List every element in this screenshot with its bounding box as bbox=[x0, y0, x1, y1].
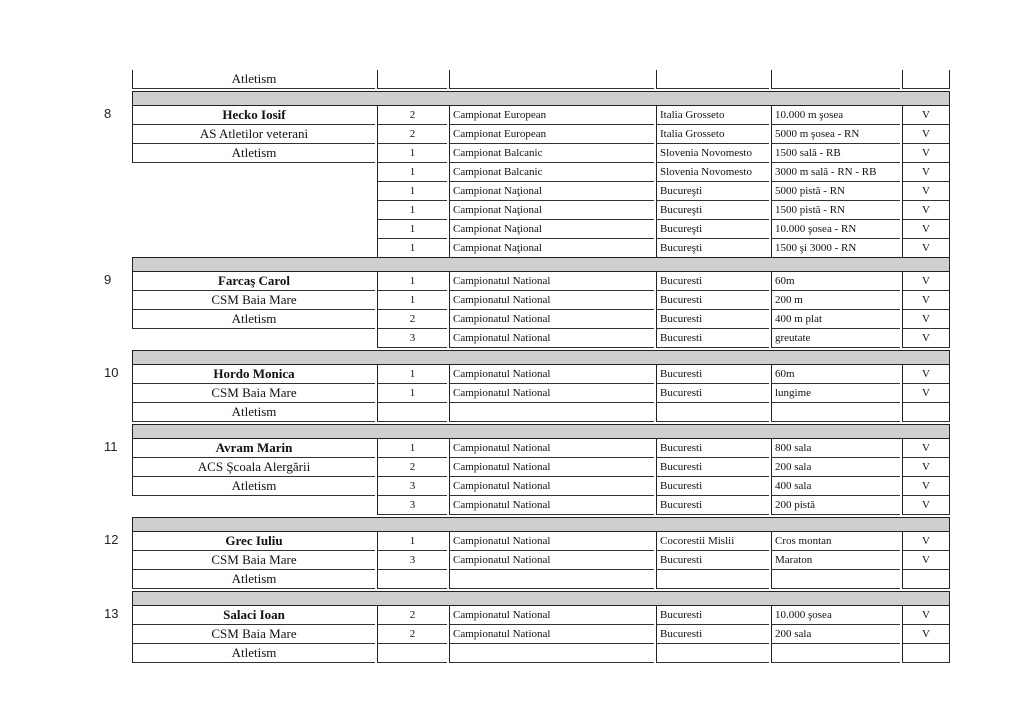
separator-band bbox=[132, 350, 950, 365]
event-cell: Maraton bbox=[771, 551, 900, 570]
table-row bbox=[0, 496, 1024, 515]
top-continuation-row bbox=[0, 70, 1024, 89]
place-cell: 3 bbox=[377, 551, 447, 570]
entry-number: 13 bbox=[104, 606, 119, 621]
athlete-cell-empty bbox=[132, 496, 375, 515]
location-cell: Bucureşti bbox=[656, 239, 769, 258]
place-cell: 1 bbox=[377, 532, 447, 551]
results-table bbox=[0, 439, 1024, 515]
athlete-sport: Atletism bbox=[132, 644, 375, 663]
table-row bbox=[0, 458, 1024, 477]
event-cell: lungime bbox=[771, 384, 900, 403]
mark-cell bbox=[902, 570, 950, 589]
mark-cell: V bbox=[902, 310, 950, 329]
mark-cell: V bbox=[902, 329, 950, 348]
athlete-club: CSM Baia Mare bbox=[132, 384, 375, 403]
mark-cell: V bbox=[902, 272, 950, 291]
table-row bbox=[0, 439, 1024, 458]
athlete-sport: Atletism bbox=[132, 477, 375, 496]
event-cell bbox=[771, 570, 900, 589]
mark-cell: V bbox=[902, 201, 950, 220]
competition-cell: Campionatul National bbox=[449, 329, 654, 348]
location-cell: Bucuresti bbox=[656, 477, 769, 496]
place-cell: 2 bbox=[377, 125, 447, 144]
location-cell: Bucuresti bbox=[656, 625, 769, 644]
athlete-cell-empty bbox=[132, 163, 375, 182]
table-row bbox=[0, 551, 1024, 570]
competition-cell: Campionatul National bbox=[449, 310, 654, 329]
location-cell: Italia Grosseto bbox=[656, 106, 769, 125]
athlete-cell-empty bbox=[132, 329, 375, 348]
mark-cell: V bbox=[902, 163, 950, 182]
place-cell: 2 bbox=[377, 606, 447, 625]
location-cell: Bucuresti bbox=[656, 310, 769, 329]
competition-cell: Campionat European bbox=[449, 125, 654, 144]
athlete-sport: Atletism bbox=[132, 144, 375, 163]
mark-cell: V bbox=[902, 458, 950, 477]
event-cell bbox=[771, 644, 900, 663]
table-row bbox=[0, 365, 1024, 384]
athlete-name: Avram Marin bbox=[132, 439, 375, 458]
event-cell: 800 sala bbox=[771, 439, 900, 458]
competition-cell: Campionat Balcanic bbox=[449, 163, 654, 182]
mark-cell: V bbox=[902, 106, 950, 125]
athlete-cell-empty bbox=[132, 182, 375, 201]
mark-cell: V bbox=[902, 182, 950, 201]
event-cell: 3000 m sală - RN - RB bbox=[771, 163, 900, 182]
place-cell: 2 bbox=[377, 458, 447, 477]
event-cell: 400 sala bbox=[771, 477, 900, 496]
entry-number: 8 bbox=[104, 106, 112, 121]
mark-cell: V bbox=[902, 477, 950, 496]
place-cell: 1 bbox=[377, 201, 447, 220]
event-cell: 5000 pistă - RN bbox=[771, 182, 900, 201]
separator-band bbox=[132, 424, 950, 439]
separator-band bbox=[132, 517, 950, 532]
competition-cell: Campionatul National bbox=[449, 384, 654, 403]
event-cell: 10.000 m şosea bbox=[771, 106, 900, 125]
event-cell: 200 pistă bbox=[771, 496, 900, 515]
place-cell: 1 bbox=[377, 182, 447, 201]
mark-cell: V bbox=[902, 384, 950, 403]
location-cell: Bucuresti bbox=[656, 439, 769, 458]
location-cell: Cocorestii Mislii bbox=[656, 532, 769, 551]
location-cell: Bucureşti bbox=[656, 220, 769, 239]
competition-cell: Campionatul National bbox=[449, 496, 654, 515]
mark-cell: V bbox=[902, 496, 950, 515]
athlete-sport: Atletism bbox=[132, 403, 375, 422]
athlete-club: CSM Baia Mare bbox=[132, 291, 375, 310]
competition-cell: Campionatul National bbox=[449, 532, 654, 551]
event-cell: 60m bbox=[771, 365, 900, 384]
location-cell: Bucuresti bbox=[656, 329, 769, 348]
competition-cell: Campionatul National bbox=[449, 291, 654, 310]
location-cell: Bucuresti bbox=[656, 496, 769, 515]
results-table bbox=[0, 272, 1024, 348]
event-cell: 1500 sală - RB bbox=[771, 144, 900, 163]
athlete-club: ACS Şcoala Alergării bbox=[132, 458, 375, 477]
table-row bbox=[0, 384, 1024, 403]
mark-cell: V bbox=[902, 220, 950, 239]
competition-cell: Campionat Naţional bbox=[449, 182, 654, 201]
event-cell: 60m bbox=[771, 272, 900, 291]
table-row bbox=[0, 272, 1024, 291]
location-cell: Bucuresti bbox=[656, 551, 769, 570]
place-cell: 1 bbox=[377, 272, 447, 291]
mark-cell: V bbox=[902, 239, 950, 258]
place-cell: 3 bbox=[377, 477, 447, 496]
event-cell: 200 sala bbox=[771, 458, 900, 477]
competition-cell: Campionat Naţional bbox=[449, 220, 654, 239]
top-athlete-sport: Atletism bbox=[132, 70, 375, 89]
entry-number: 12 bbox=[104, 532, 119, 547]
event-cell: 5000 m şosea - RN bbox=[771, 125, 900, 144]
place-cell bbox=[377, 570, 447, 589]
place-cell bbox=[377, 644, 447, 663]
table-row bbox=[0, 329, 1024, 348]
table-row bbox=[0, 201, 1024, 220]
location-cell: Bucureşti bbox=[656, 182, 769, 201]
results-table bbox=[0, 532, 1024, 589]
competition-cell bbox=[449, 403, 654, 422]
event-cell: 200 m bbox=[771, 291, 900, 310]
table-row bbox=[0, 625, 1024, 644]
event-cell bbox=[771, 403, 900, 422]
table-row bbox=[0, 644, 1024, 663]
table-row bbox=[0, 144, 1024, 163]
location-cell: Bucuresti bbox=[656, 606, 769, 625]
athlete-cell-empty bbox=[132, 239, 375, 258]
place-cell: 2 bbox=[377, 106, 447, 125]
entry-number: 10 bbox=[104, 365, 119, 380]
competition-cell: Campionatul National bbox=[449, 439, 654, 458]
event-cell: 400 m plat bbox=[771, 310, 900, 329]
competition-cell: Campionat Naţional bbox=[449, 201, 654, 220]
place-cell: 1 bbox=[377, 291, 447, 310]
separator-band bbox=[132, 257, 950, 272]
athlete-name: Grec Iuliu bbox=[132, 532, 375, 551]
mark-cell: V bbox=[902, 125, 950, 144]
place-cell: 1 bbox=[377, 365, 447, 384]
table-row bbox=[0, 532, 1024, 551]
table-row bbox=[0, 220, 1024, 239]
place-cell: 1 bbox=[377, 439, 447, 458]
athlete-cell-empty bbox=[132, 201, 375, 220]
location-cell: Slovenia Novomesto bbox=[656, 163, 769, 182]
mark-cell: V bbox=[902, 551, 950, 570]
table-row bbox=[0, 163, 1024, 182]
event-cell: 1500 pistă - RN bbox=[771, 201, 900, 220]
table-row bbox=[0, 106, 1024, 125]
athlete-name: Hordo Monica bbox=[132, 365, 375, 384]
mark-cell bbox=[902, 644, 950, 663]
entry-number: 9 bbox=[104, 272, 112, 287]
competition-cell: Campionatul National bbox=[449, 458, 654, 477]
mark-cell: V bbox=[902, 532, 950, 551]
entry-number: 11 bbox=[104, 439, 118, 454]
location-cell: Slovenia Novomesto bbox=[656, 144, 769, 163]
location-cell: Bucuresti bbox=[656, 291, 769, 310]
place-cell: 1 bbox=[377, 384, 447, 403]
results-table bbox=[0, 106, 1024, 258]
competition-cell bbox=[449, 644, 654, 663]
table-row bbox=[0, 182, 1024, 201]
place-cell: 3 bbox=[377, 329, 447, 348]
event-cell: 200 sala bbox=[771, 625, 900, 644]
table-row bbox=[0, 310, 1024, 329]
competition-cell: Campionatul National bbox=[449, 477, 654, 496]
event-cell: 1500 şi 3000 - RN bbox=[771, 239, 900, 258]
table-row bbox=[0, 403, 1024, 422]
competition-cell: Campionatul National bbox=[449, 365, 654, 384]
competition-cell: Campionatul National bbox=[449, 272, 654, 291]
table-row bbox=[0, 291, 1024, 310]
athlete-sport: Atletism bbox=[132, 570, 375, 589]
place-cell: 1 bbox=[377, 163, 447, 182]
mark-cell: V bbox=[902, 439, 950, 458]
competition-cell: Campionatul National bbox=[449, 606, 654, 625]
table-row bbox=[0, 606, 1024, 625]
place-cell: 1 bbox=[377, 239, 447, 258]
competition-cell: Campionat Naţional bbox=[449, 239, 654, 258]
competition-cell bbox=[449, 570, 654, 589]
event-cell: greutate bbox=[771, 329, 900, 348]
location-cell: Italia Grosseto bbox=[656, 125, 769, 144]
mark-cell: V bbox=[902, 365, 950, 384]
location-cell bbox=[656, 570, 769, 589]
event-cell: 10.000 şosea bbox=[771, 606, 900, 625]
location-cell: Bucuresti bbox=[656, 365, 769, 384]
competition-cell: Campionat European bbox=[449, 106, 654, 125]
mark-cell: V bbox=[902, 606, 950, 625]
table-row bbox=[0, 125, 1024, 144]
mark-cell bbox=[902, 403, 950, 422]
place-cell: 2 bbox=[377, 310, 447, 329]
athlete-name: Hecko Iosif bbox=[132, 106, 375, 125]
competition-cell: Campionatul National bbox=[449, 625, 654, 644]
athlete-name: Salaci Ioan bbox=[132, 606, 375, 625]
athlete-club: AS Atletilor veterani bbox=[132, 125, 375, 144]
athlete-club: CSM Baia Mare bbox=[132, 551, 375, 570]
table-row bbox=[0, 477, 1024, 496]
place-cell: 2 bbox=[377, 625, 447, 644]
mark-cell: V bbox=[902, 291, 950, 310]
place-cell bbox=[377, 403, 447, 422]
athlete-name: Farcaş Carol bbox=[132, 272, 375, 291]
event-cell: Cros montan bbox=[771, 532, 900, 551]
results-table bbox=[0, 606, 1024, 663]
results-table bbox=[0, 365, 1024, 422]
mark-cell: V bbox=[902, 625, 950, 644]
table-row bbox=[0, 239, 1024, 258]
table-row bbox=[0, 570, 1024, 589]
place-cell: 1 bbox=[377, 220, 447, 239]
athlete-sport: Atletism bbox=[132, 310, 375, 329]
separator-band bbox=[132, 91, 950, 106]
separator-band bbox=[132, 591, 950, 606]
location-cell: Bucuresti bbox=[656, 272, 769, 291]
location-cell bbox=[656, 403, 769, 422]
athlete-club: CSM Baia Mare bbox=[132, 625, 375, 644]
location-cell: Bucuresti bbox=[656, 384, 769, 403]
event-cell: 10.000 şosea - RN bbox=[771, 220, 900, 239]
location-cell: Bucuresti bbox=[656, 458, 769, 477]
competition-cell: Campionat Balcanic bbox=[449, 144, 654, 163]
location-cell bbox=[656, 644, 769, 663]
athlete-cell-empty bbox=[132, 220, 375, 239]
place-cell: 1 bbox=[377, 144, 447, 163]
mark-cell: V bbox=[902, 144, 950, 163]
place-cell: 3 bbox=[377, 496, 447, 515]
location-cell: Bucureşti bbox=[656, 201, 769, 220]
competition-cell: Campionatul National bbox=[449, 551, 654, 570]
